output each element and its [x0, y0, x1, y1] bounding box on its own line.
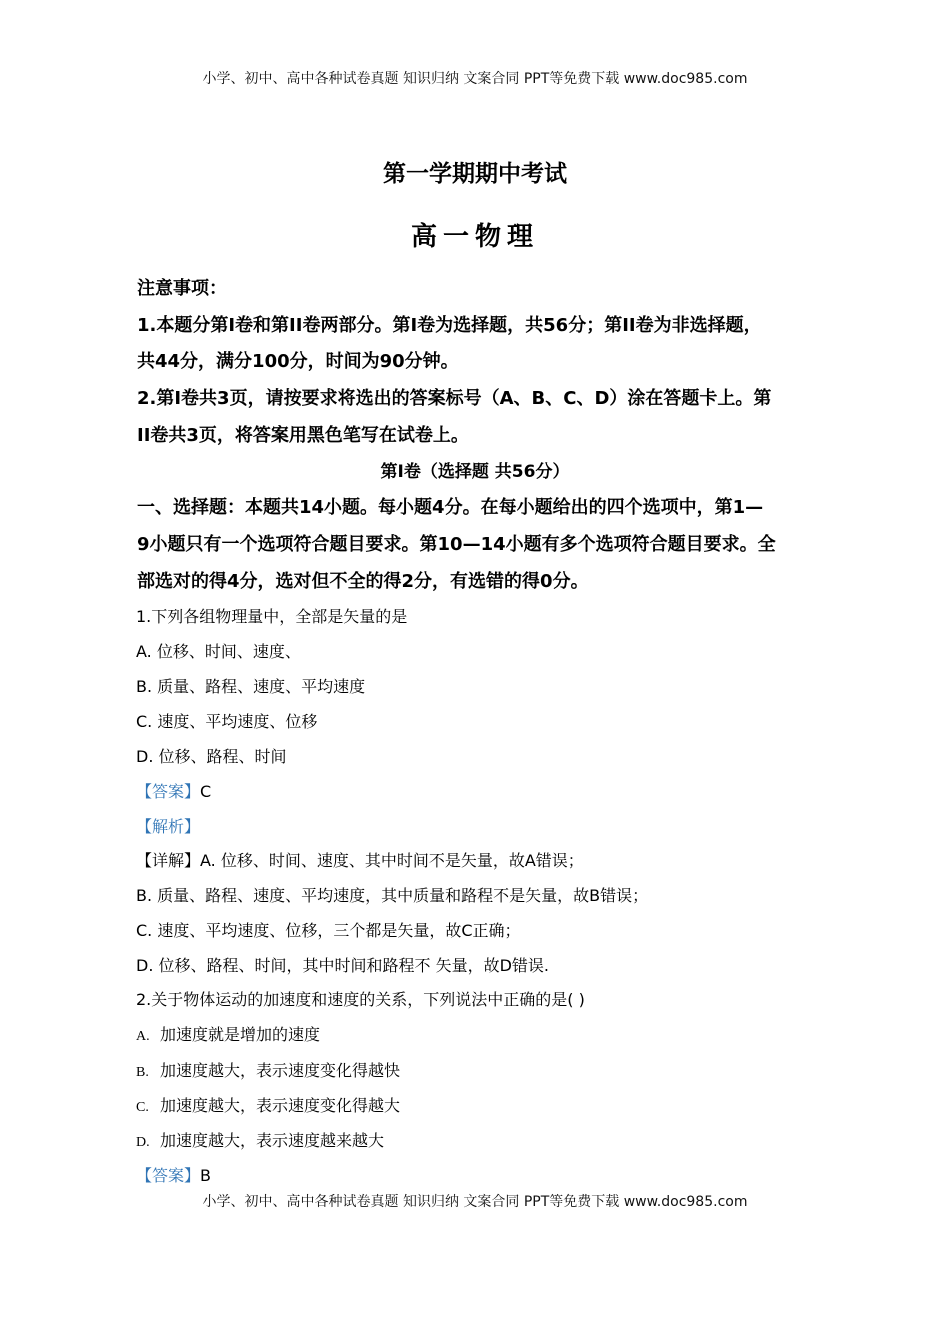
q1-option-a: A. 位移、时间、速度、 — [136, 642, 301, 661]
section-instructions: 一、选择题：本题共14小题。每小题4分。在每小题给出的四个选项中，第1— — [137, 497, 764, 518]
answer-value: B — [200, 1166, 211, 1185]
answer-tag: 【答案】 — [136, 782, 201, 801]
section-instructions: 9小题只有一个选项符合题目要求。第10—14小题有多个选项符合题目要求。全 — [137, 534, 776, 555]
notes-line: 共44分，满分100分，时间为90分钟。 — [137, 351, 459, 372]
q2-option-d — [136, 1128, 384, 1151]
option-label: B. — [136, 1065, 149, 1080]
q1-detail-line: C. 速度、平均速度、位移，三个都是矢量，故C正确； — [136, 921, 521, 940]
option-label: C. — [136, 1100, 149, 1115]
option-text: 加速度越大，表示速度变化得越快 — [160, 1061, 401, 1080]
q1-analysis-tag: 【解析】 — [136, 817, 201, 836]
q1-option-b: B. 质量、路程、速度、平均速度 — [136, 677, 366, 696]
detail-text: A. 位移、时间、速度、其中时间不是矢量，故A错误； — [200, 851, 584, 870]
question-1-stem: 1.下列各组物理量中，全部是矢量的是 — [136, 607, 408, 626]
option-text: 加速度就是增加的速度 — [160, 1025, 321, 1044]
q2-option-b — [136, 1058, 400, 1081]
question-2-stem: 2.关于物体运动的加速度和速度的关系，下列说法中正确的是( ) — [136, 990, 585, 1009]
detail-tag: 【详解】 — [136, 851, 201, 870]
section-instructions: 部选对的得4分，选对但不全的得2分，有选错的得0分。 — [137, 571, 589, 592]
notes-line: 2.第I卷共3页，请按要求将选出的答案标号（A、B、C、D）涂在答题卡上。第 — [137, 388, 772, 409]
page-header: 小学、初中、高中各种试卷真题 知识归纳 文案合同 PPT等免费下载 www.doc985.com — [202, 71, 748, 87]
page-footer: 小学、初中、高中各种试卷真题 知识归纳 文案合同 PPT等免费下载 www.doc985.com — [202, 1194, 748, 1210]
q1-answer — [136, 779, 211, 802]
exam-title: 第一学期期中考试 — [383, 161, 567, 187]
section-title: 第I卷（选择题 共56分） — [380, 462, 570, 482]
q2-answer — [136, 1163, 211, 1186]
notes-line: 1.本题分第I卷和第II卷两部分。第I卷为选择题，共56分；第II卷为非选择题， — [137, 315, 762, 336]
q1-option-c: C. 速度、平均速度、位移 — [136, 712, 318, 731]
notes-line: II卷共3页，将答案用黑色笔写在试卷上。 — [137, 425, 469, 446]
answer-tag: 【答案】 — [136, 1166, 201, 1185]
answer-value: C — [200, 782, 212, 801]
q1-detail — [136, 848, 584, 871]
option-label: D. — [136, 1135, 150, 1150]
option-label: A. — [136, 1029, 150, 1044]
q1-detail-line: D. 位移、路程、时间，其中时间和路程不 矢量，故D错误. — [136, 956, 549, 975]
option-text: 加速度越大，表示速度变化得越大 — [160, 1096, 401, 1115]
subject-title: 高一物理 — [410, 222, 539, 252]
q2-option-c — [136, 1093, 400, 1116]
q1-detail-line: B. 质量、路程、速度、平均速度，其中质量和路程不是矢量，故B错误； — [136, 886, 649, 905]
option-text: 加速度越大，表示速度越来越大 — [160, 1131, 385, 1150]
q1-option-d: D. 位移、路程、时间 — [136, 747, 287, 766]
q2-option-a — [136, 1022, 320, 1045]
notes-heading: 注意事项： — [137, 278, 227, 299]
